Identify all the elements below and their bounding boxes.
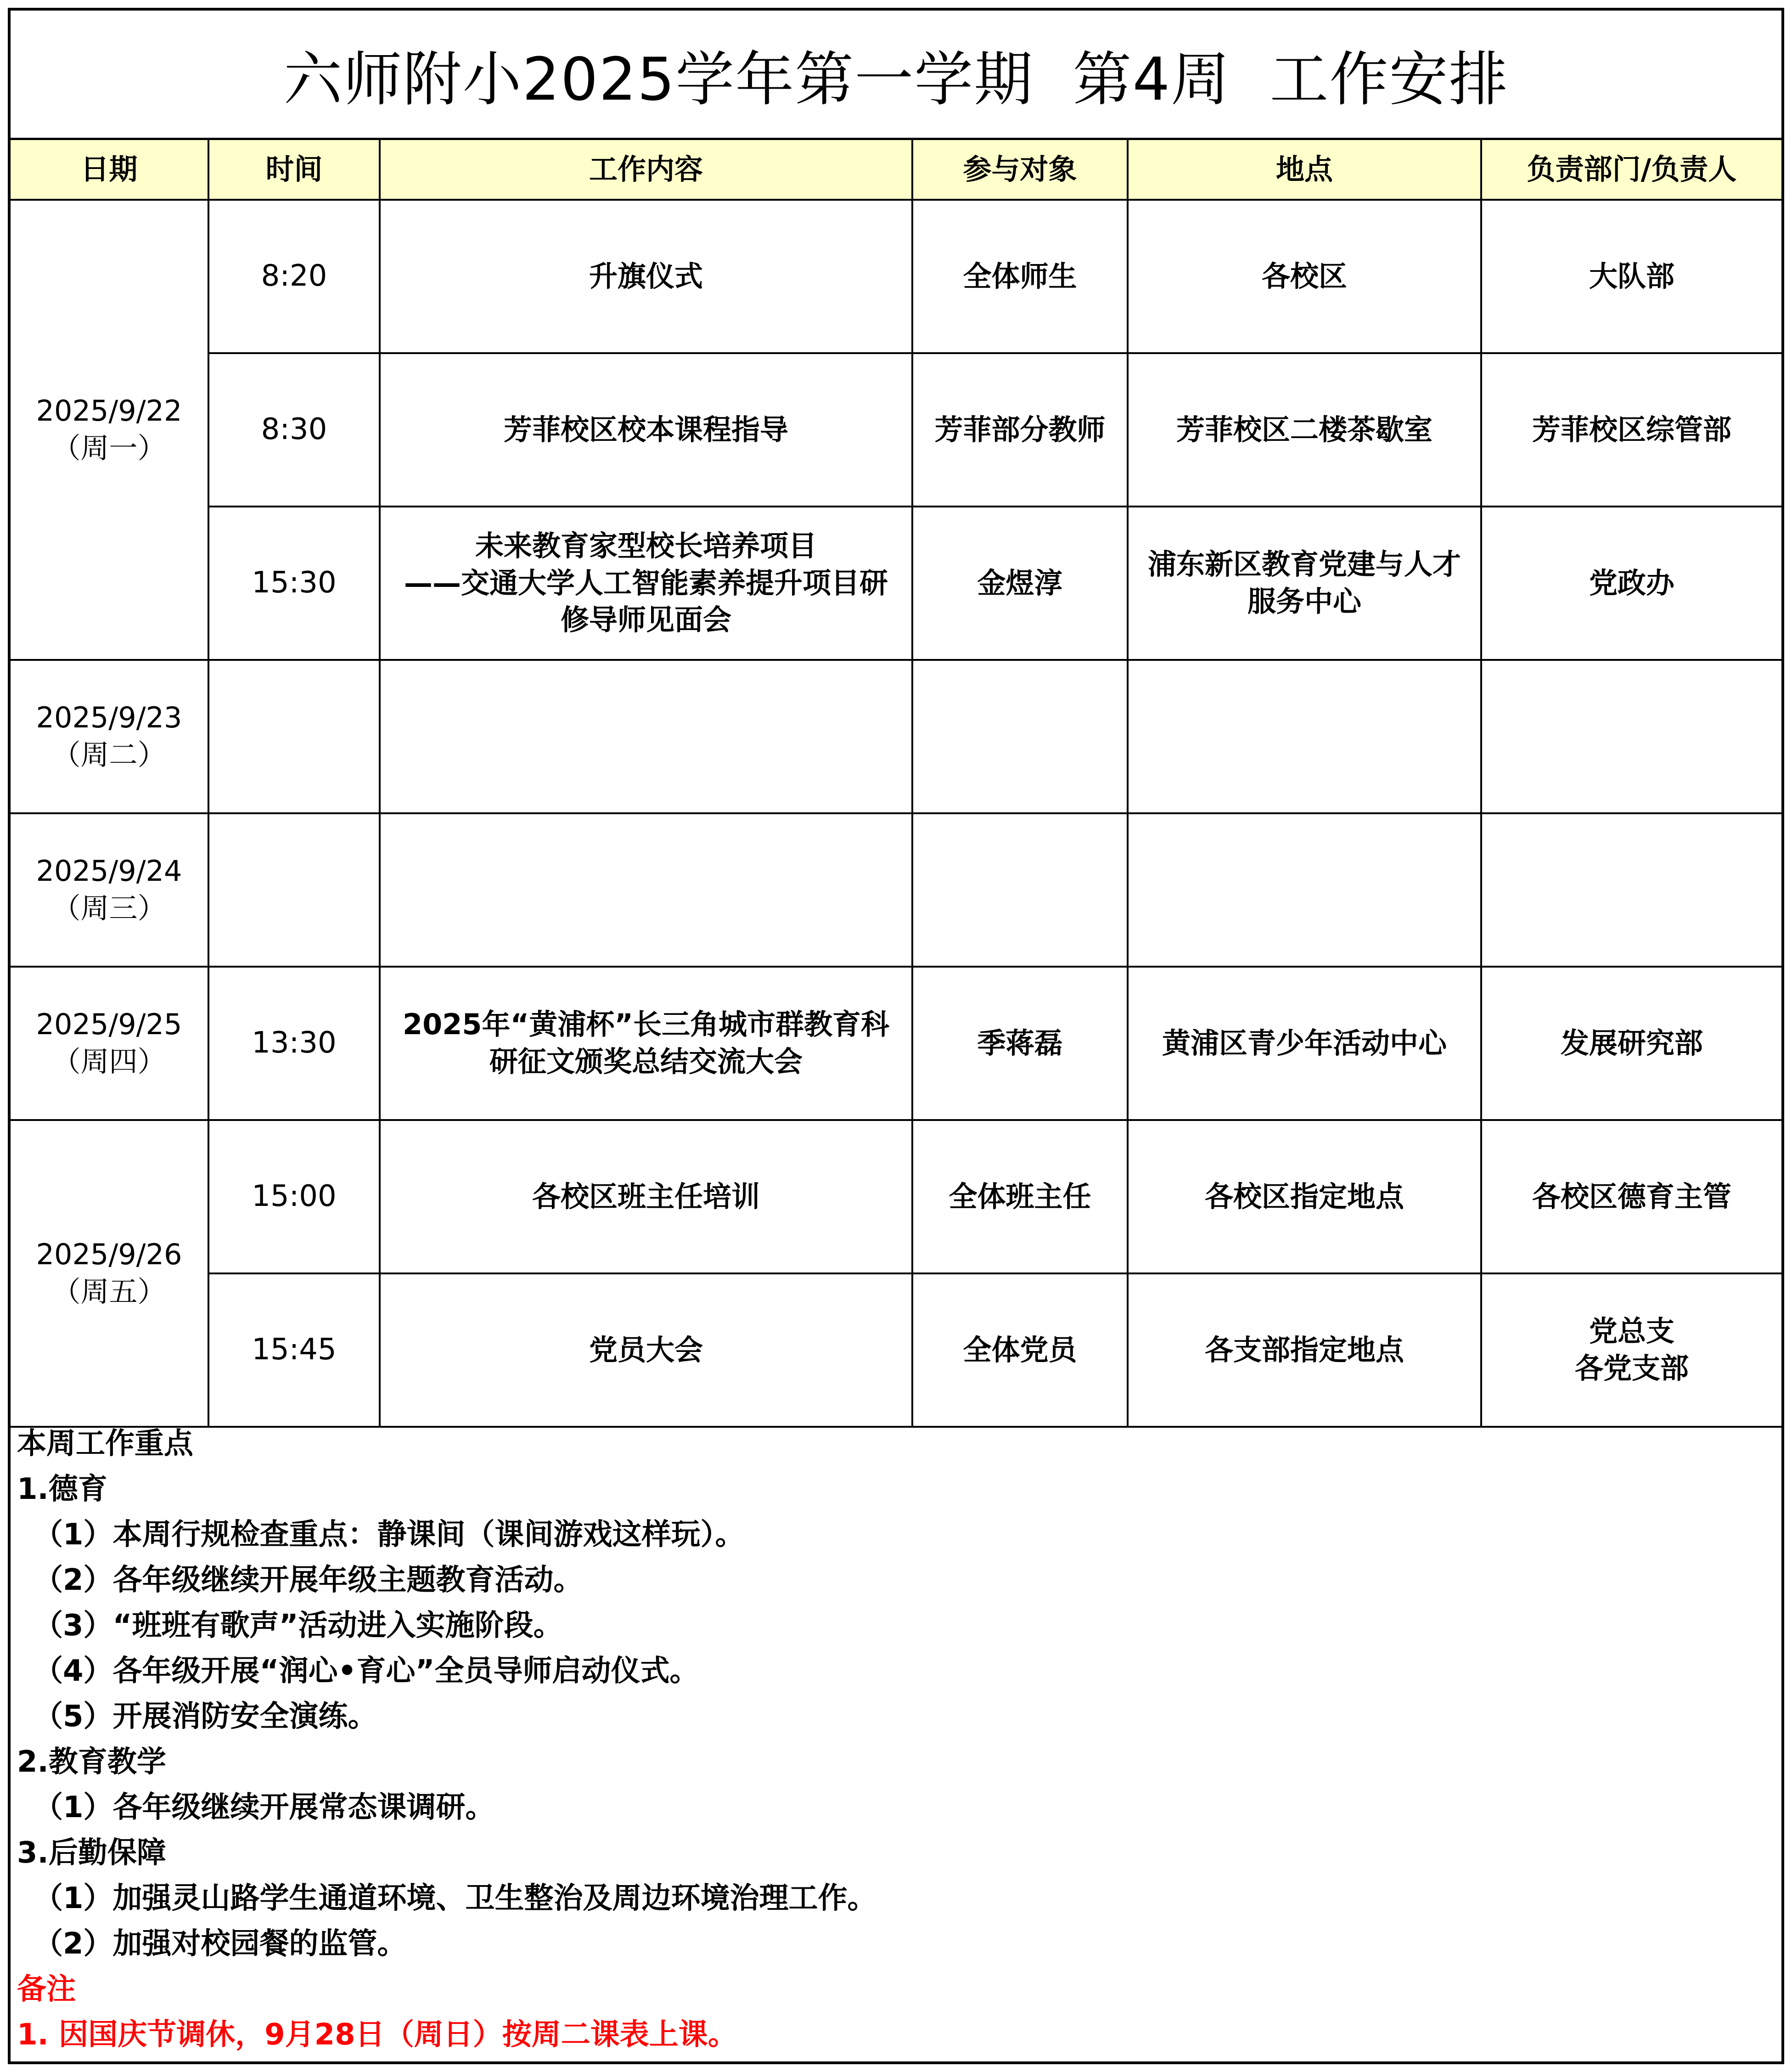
weekday-text: （周三） — [52, 891, 166, 925]
participants-cell: 全体师生 — [912, 200, 1128, 353]
note-item: （1）加强灵山路学生通道环境、卫生整治及周边环境治理工作。 — [34, 1881, 877, 1915]
participants-cell: 芳菲部分教师 — [912, 353, 1128, 507]
section-title: 2.教育教学 — [17, 1745, 166, 1779]
dept-cell: 芳菲校区综管部 — [1481, 353, 1781, 507]
table-row — [11, 813, 1781, 967]
dept-cell: 发展研究部 — [1481, 967, 1781, 1120]
participants-cell — [912, 660, 1128, 813]
table-row — [11, 1120, 1781, 1273]
table-row — [11, 200, 1781, 353]
table-row — [11, 353, 1781, 507]
table-header-row — [11, 140, 1781, 200]
table-row — [11, 1273, 1781, 1427]
location-cell: 黄浦区青少年活动中心 — [1128, 967, 1481, 1120]
time-cell: 8:30 — [208, 353, 380, 507]
date-cell — [11, 1120, 208, 1427]
participants-cell — [912, 813, 1128, 967]
time-cell: 13:30 — [208, 967, 380, 1120]
dept-cell: 各校区德育主管 — [1481, 1120, 1781, 1273]
time-cell — [208, 660, 380, 813]
date-text: 2025/9/26 — [36, 1238, 182, 1272]
participants-cell: 季蒋磊 — [912, 967, 1128, 1120]
content-cell: 芳菲校区校本课程指导 — [380, 353, 912, 507]
location-cell: 浦东新区教育党建与人才 服务中心 — [1128, 507, 1481, 660]
weekday-text: （周五） — [52, 1275, 166, 1308]
note-item: （4）各年级开展“润心•育心”全员导师启动仪式。 — [34, 1654, 699, 1688]
content-cell: 未来教育家型校长培养项目 ——交通大学人工智能素养提升项目研 修导师见面会 — [380, 507, 912, 660]
content-cell: 2025年“黄浦杯”长三角城市群教育科 研征文颁奖总结交流大会 — [380, 967, 912, 1120]
location-cell: 各校区指定地点 — [1128, 1120, 1481, 1273]
note-item: （1）本周行规检查重点：静课间（课间游戏这样玩）。 — [34, 1518, 745, 1552]
weekday-text: （周二） — [52, 738, 166, 771]
weekly-focus-notes — [11, 1421, 1781, 2058]
dept-cell — [1481, 660, 1781, 813]
dept-cell — [1481, 813, 1781, 967]
dept-cell: 大队部 — [1481, 200, 1781, 353]
location-cell: 各支部指定地点 — [1128, 1273, 1481, 1427]
header-time: 时间 — [208, 140, 380, 200]
table-row — [11, 967, 1781, 1120]
remark-heading: 备注 — [17, 1972, 76, 2006]
schedule-sheet — [8, 8, 1784, 2064]
dept-cell: 党政办 — [1481, 507, 1781, 660]
time-cell: 15:45 — [208, 1273, 380, 1427]
location-cell — [1128, 813, 1481, 967]
remark-item: 1. 因国庆节调休，9月28日（周日）按周二课表上课。 — [17, 2018, 737, 2052]
table-row — [11, 507, 1781, 660]
header-dept: 负责部门/负责人 — [1481, 140, 1781, 200]
dept-cell: 党总支 各党支部 — [1481, 1273, 1781, 1427]
time-cell: 8:20 — [208, 200, 380, 353]
date-cell — [11, 813, 208, 967]
content-cell: 各校区班主任培训 — [380, 1120, 912, 1273]
header-participants: 参与对象 — [912, 140, 1128, 200]
date-text: 2025/9/25 — [36, 1008, 182, 1042]
location-cell — [1128, 660, 1481, 813]
schedule-table — [11, 140, 1781, 1428]
participants-cell: 全体班主任 — [912, 1120, 1128, 1273]
table-row — [11, 660, 1781, 813]
weekday-text: （周一） — [52, 431, 166, 465]
weekday-text: （周四） — [52, 1045, 166, 1078]
content-cell — [380, 813, 912, 967]
date-cell — [11, 967, 208, 1120]
notes-heading: 本周工作重点 — [17, 1427, 193, 1461]
header-date: 日期 — [11, 140, 208, 200]
content-cell — [380, 660, 912, 813]
time-cell: 15:00 — [208, 1120, 380, 1273]
section-title: 1.德育 — [17, 1472, 107, 1506]
participants-cell: 全体党员 — [912, 1273, 1128, 1427]
note-item: （1）各年级继续开展常态课调研。 — [34, 1790, 495, 1824]
date-cell — [11, 200, 208, 660]
page-title: 六师附小2025学年第一学期 第4周 工作安排 — [11, 11, 1781, 140]
note-item: （2）各年级继续开展年级主题教育活动。 — [34, 1563, 583, 1597]
time-cell: 15:30 — [208, 507, 380, 660]
content-cell: 党员大会 — [380, 1273, 912, 1427]
time-cell — [208, 813, 380, 967]
date-text: 2025/9/22 — [36, 394, 182, 428]
date-text: 2025/9/24 — [36, 854, 182, 888]
location-cell: 各校区 — [1128, 200, 1481, 353]
location-cell: 芳菲校区二楼茶歇室 — [1128, 353, 1481, 507]
date-text: 2025/9/23 — [36, 701, 182, 735]
header-content: 工作内容 — [380, 140, 912, 200]
note-item: （3）“班班有歌声”活动进入实施阶段。 — [34, 1609, 563, 1643]
section-title: 3.后勤保障 — [17, 1836, 166, 1870]
header-location: 地点 — [1128, 140, 1481, 200]
note-item: （2）加强对校园餐的监管。 — [34, 1927, 407, 1961]
participants-cell: 金煜淳 — [912, 507, 1128, 660]
content-cell: 升旗仪式 — [380, 200, 912, 353]
date-cell — [11, 660, 208, 813]
note-item: （5）开展消防安全演练。 — [34, 1700, 377, 1734]
